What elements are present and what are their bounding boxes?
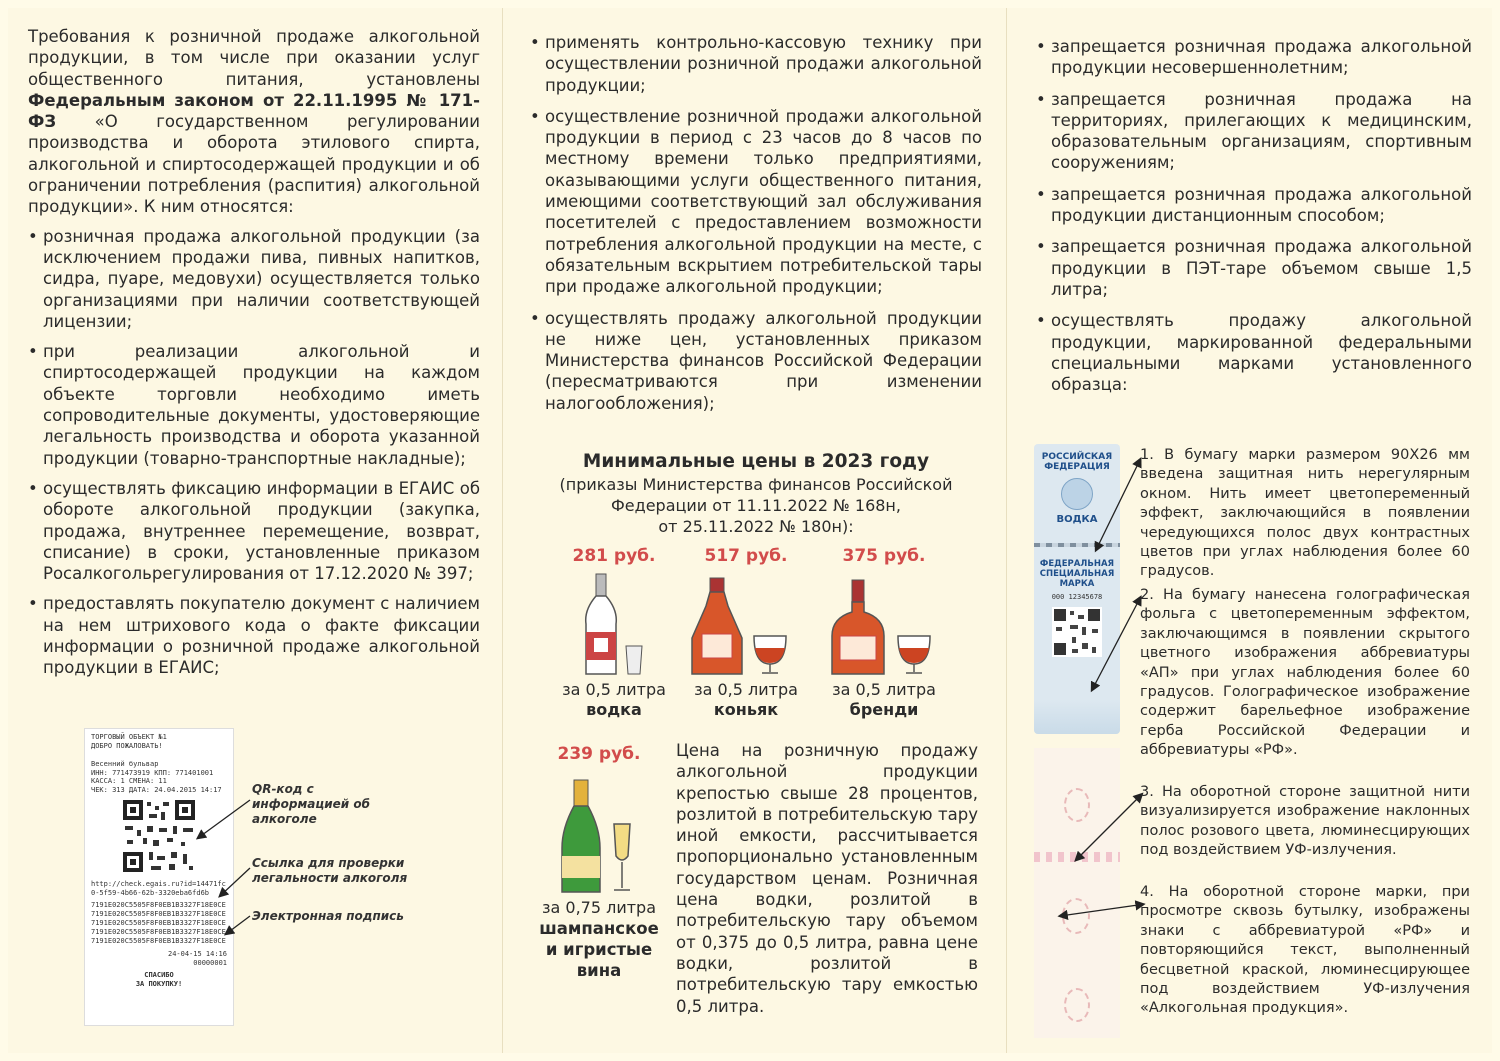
law-reference: Федеральным законом от 22.11.1995 № 171-ФЗ: [28, 90, 480, 132]
prices-subtitle: Федерации от 11.11.2022 № 168н,: [611, 496, 901, 515]
champagne-bottle-icon: [534, 764, 664, 894]
price-label: 375 руб.: [842, 546, 926, 566]
stamp-note-4: 4. На оборотной стороне марки, при просмотре сквозь бутылку, изображены знаки с аббревиатурой «РФ» и повторяющийся текст, выполненный бесцветной краской, люминесцирующее под воздействием УФ-излучения «Алкогольная продукция».: [1140, 884, 1470, 1017]
link-note: Ссылка для проверки легальности алкоголя: [252, 856, 408, 885]
product-name: бренди: [849, 700, 919, 719]
prices-header: [530, 450, 982, 537]
qr-code-icon: [121, 798, 197, 874]
requirements-list-2: [530, 32, 982, 414]
list-item: • при реализации алкогольной и спиртосодержащей продукции на каждом объекте торговли необходимо иметь сопроводительные документы, удостоверяющие легальность производства и оборота указанной продукции (товарно-транспортные накладные);: [28, 341, 480, 469]
column-right: [1036, 36, 1472, 395]
qr-note: QR-код с информацией об алкоголе: [252, 782, 370, 826]
receipt-line: ИНН: 771473919 КПП: 771401001: [91, 768, 214, 777]
prohibitions-list: [1036, 36, 1472, 395]
receipt-header-2: ДОБРО ПОЖАЛОВАТЬ!: [91, 741, 163, 750]
list-item: • предоставлять покупателю документ с наличием на нем штрихового кода о факте фиксации информации о розничной продаже алкогольной продукции в ЕГАИС;: [28, 593, 480, 678]
receipt-arrows: [190, 790, 260, 940]
list-item: • запрещается розничная продажа алкогольной продукции несовершеннолетним;: [1036, 36, 1472, 79]
signature-line: 7191E020C5505F8F0EB1B3327F18E0CE: [91, 910, 226, 918]
receipt-address: Весенний бульвар: [91, 760, 159, 768]
volume-label: за 0,5 литра: [694, 680, 798, 699]
product-name: водка: [586, 700, 642, 719]
signature-line: 7191E020C5505F8F0EB1B3327F18E0CE: [91, 901, 226, 909]
list-item: • осуществлять продажу алкогольной продукции не ниже цен, установленных приказом Министерства финансов Российской Федерации (пересматриваются при изменении налогообложения);: [530, 308, 982, 414]
signature-line: 7191E020C5505F8F0EB1B3327F18E0CE: [91, 919, 226, 927]
volume-label: за 0,75 литра: [541, 898, 656, 917]
list-item: • осуществление розничной продажи алкогольной продукции в период с 23 часов до 8 часов по местному времени только предприятиями, оказывающими услуги общественного питания, имеющими соответствующий зал обслуживания посетителей с предоставлением возможности потребления алкогольной продукции на месте, с обязательным вскрытием потребительской тары при продаже алкогольной продукции;: [530, 106, 982, 298]
intro-text: Требования к розничной продаже алкогольной продукции, в том числе при оказании услуг общественного питания, установлены: [28, 27, 480, 89]
receipt-url: http://check.egais.ru?id=14471fc0-5f59-4b66-62b-3320eba6fd6b: [91, 880, 226, 897]
vodka-bottle-icon: [556, 566, 672, 676]
prices-subtitle: (приказы Министерства финансов Российской: [559, 475, 953, 494]
cognac-bottle-icon: [688, 566, 804, 676]
stamp-number: 000 12345678: [1051, 593, 1103, 601]
stamp-note-1: 1. В бумагу марки размером 90Х26 мм введена защитная нить нерегулярным окном. Нить имеет цветопеременный эффект, заключающийся в появлении чередующихся полос двух контрастных цветов при углах наблюдения более 60 градусов.: [1140, 447, 1470, 580]
price-label: 517 руб.: [704, 546, 788, 566]
stamp-text: МАРКА: [1059, 579, 1095, 589]
product-name: шампанское и игристые вина: [539, 919, 659, 980]
volume-label: за 0,5 литра: [562, 680, 666, 699]
list-item: • запрещается розничная продажа на территориях, прилегающих к медицинским, образовательным организациям, спортивным сооружениям;: [1036, 89, 1472, 174]
receipt-line: КАССА: 1 СМЕНА: 11: [91, 777, 167, 785]
brandy-bottle-icon: [826, 566, 942, 676]
fold-line-2: [1006, 8, 1007, 1053]
product-vodka: [556, 546, 672, 720]
receipt-date: 24-04-15 14:16: [167, 950, 227, 958]
stamp-arrows: [1056, 450, 1146, 930]
receipt-number: 00000001: [193, 958, 227, 967]
stamp-note-2: 2. На бумагу нанесена голографическая фольга с цветопеременным эффектом, заключающимся в появлении скрытого цветного изображения аббревиатуры «АП» при углах наблюдения более 60 градусов. Голографическое изображение содержит барельефное изображение герба Российской Федерации и аббревиатуры «РФ».: [1140, 587, 1470, 759]
stamp-text: ФЕДЕРАЦИЯ: [1044, 462, 1110, 472]
stamp-text: СПЕЦИАЛЬНАЯ: [1039, 569, 1115, 579]
stamp-text: РОССИЙСКАЯ: [1041, 452, 1113, 462]
receipt-thanks: СПАСИБО: [144, 971, 174, 979]
list-item: • осуществлять продажу алкогольной продукции, маркированной федеральными специальными марками установленного образца:: [1036, 310, 1472, 395]
rf-mark-icon: [1064, 988, 1090, 1022]
stamp-text: ФЕДЕРАЛЬНАЯ: [1039, 559, 1115, 569]
list-item: • запрещается розничная продажа алкогольной продукции дистанционным способом;: [1036, 184, 1472, 227]
receipt-line: ЧЕК: 313 ДАТА: 24.04.2015 14:17: [91, 785, 222, 794]
list-item: • применять контрольно-кассовую технику при осуществлении розничной продажи алкогольной продукции;: [530, 32, 982, 96]
product-name: коньяк: [713, 700, 779, 719]
volume-label: за 0,5 литра: [832, 680, 936, 699]
signature-line: 7191E020C5505F8F0EB1B3327F18E0CE: [91, 937, 226, 945]
prices-subtitle: от 25.11.2022 № 180н):: [658, 517, 854, 536]
price-rule-text: Цена на розничную продажу алкогольной продукции крепостью свыше 28 процентов, розлитой в потребительскую тару иной емкости, рассчитывается пропорционально установленным государством ценам. Розничная цена водки, розлитой в потребительскую тару объемом от 0,375 до 0,5 литра, равна цене водки, розлитой в потребительскую тару емкостью 0,5 литра.: [676, 741, 978, 1016]
price-label: 281 руб.: [572, 546, 656, 566]
receipt-thanks-2: ЗА ПОКУПКУ!: [135, 979, 183, 988]
intro-paragraph: [28, 26, 480, 218]
stamp-product: ВОДКА: [1056, 514, 1098, 525]
column-left: [28, 26, 480, 679]
column-middle: [530, 32, 982, 414]
price-label: 239 руб.: [557, 744, 641, 764]
requirements-list-1: [28, 226, 480, 679]
signature-note: Электронная подпись: [252, 909, 404, 923]
receipt-header: ТОРГОВЫЙ ОБЪЕКТ №1: [91, 733, 167, 741]
fold-line-1: [502, 8, 503, 1053]
product-champagne: [534, 744, 664, 981]
prices-title: Минимальные цены в 2023 году: [582, 451, 930, 472]
intro-text-2: «О государственном регулировании производства и оборота этилового спирта, алкогольной и спиртосодержащей продукции и об ограничении потребления (распития) алкогольной продукции». К ним относятся:: [28, 112, 480, 217]
stamp-note-3: 3. На оборотной стороне защитной нити визуализируется изображение наклонных полос розового цвета, люминесцирующих под воздействием УФ-излучения.: [1140, 784, 1470, 859]
signature-line: 7191E020C5505F8F0EB1B3327F18E0CE: [91, 928, 226, 936]
list-item: • запрещается розничная продажа алкогольной продукции в ПЭТ-таре объемом свыше 1,5 литра;: [1036, 236, 1472, 300]
list-item: • осуществлять фиксацию информации в ЕГАИС об обороте алкогольной продукции (закупка, продажа, внутреннее перемещение, возврат, списание) в сроки, установленные приказом Росалкогольрегулирования от 17.12.2020 № 397;: [28, 478, 480, 584]
list-item: • розничная продажа алкогольной продукции (за исключением продажи пива, пивных напитков, сидра, пуаре, медовухи) осуществляется только организациями при наличии соответствующей лицензии;: [28, 226, 480, 332]
product-cognac: [688, 546, 804, 720]
product-brandy: [826, 546, 942, 720]
